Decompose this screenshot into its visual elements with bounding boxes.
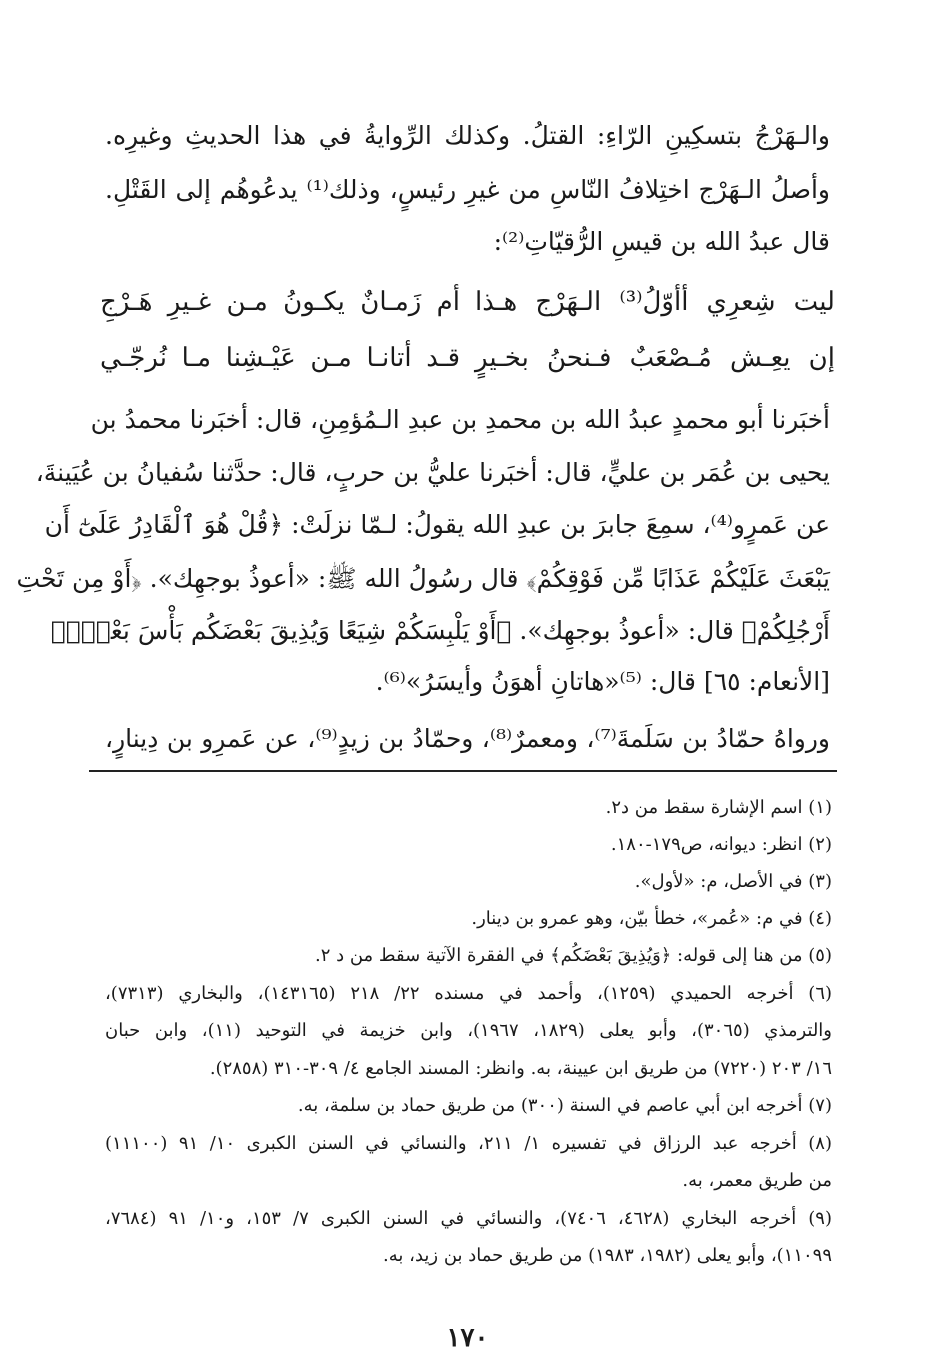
footnote-1: (١) اسم الإشارة سقط من د٢. bbox=[605, 797, 832, 818]
footnote-6-line-2: والترمذي (٣٠٦٥)، وأبو يعلى (١٨٢٩، ١٩٦٧)، وابن خزيمة في التوحيد (١١)، وابن حبان bbox=[105, 1020, 832, 1041]
body-line-2: وأصلُ الـهَرْج اختِلافُ النّاسِ من غيرِ رئيسٍ، وذلك⁽¹⁾ يدعُوهُم إلى القَتْلِ. bbox=[105, 175, 830, 204]
footnote-separator bbox=[89, 770, 837, 772]
verse-2-first-hemistich: إن يعِـش مُـصْعَبٌ فـنحنُ بخـيرٍ bbox=[475, 343, 835, 373]
paragraph-line-6: [الأنعام: ٦٥] قال: ⁽⁵⁾«هاتانِ أهوَنُ وأيسَرُ»⁽⁶⁾. bbox=[375, 667, 830, 696]
footnote-8-line-2: من طريق معمر، به. bbox=[682, 1170, 832, 1191]
footnote-6-line-3: ١٦/ ٢٠٣ (٧٢٢٠) من طريق ابن عيينة، به. وانظر: المسند الجامع ٤/ ٣٠٩-٣١٠ (٢٨٥٨). bbox=[209, 1058, 832, 1079]
paragraph-line-1: أخبَرنا أبو محمدٍ عبدُ الله بن محمدِ بن عبدِ الـمُؤمِنِ، قال: أخبَرنا محمدُ بن bbox=[90, 405, 830, 434]
footnote-7: (٧) أخرجه ابن أبي عاصم في السنة (٣٠٠) من طريق حماد بن سلمة، به. bbox=[297, 1095, 832, 1116]
paragraph-line-2: يحيى بن عُمَر بن عليٍّ، قال: أخبَرنا عليُّ بن حربٍ، قال: حدَّثنا سُفيانُ بن عُيَينةَ، bbox=[35, 458, 830, 487]
footnote-8-line-1: (٨) أخرجه عبد الرزاق في تفسيره ١/ ٢١١، والنسائي في السنن الكبرى ١٠/ ٩١ (١١١٠٠) bbox=[105, 1133, 832, 1154]
paragraph-line-5: أَرْجُلِكُمْ﴾ قال: «أعوذُ بوجهِك». ﴿أَوْ يَلْبِسَكُمْ شِيَعًا وَيُذِيقَ بَعْضَكُم بَأْسَ بَعْضٍۗ﴾ bbox=[50, 616, 830, 645]
footnote-6-line-1: (٦) أخرجه الحميدي (١٢٥٩)، وأحمد في مسنده ٢٢/ ٢١٨ (١٤٣١٦٥)، والبخاري (٧٣١٣)، bbox=[105, 983, 833, 1004]
verse-2-second-hemistich: قـد أتانـا مـن عَيْـشِنا مـا نُرجّـي bbox=[100, 343, 460, 373]
footnote-9-line-2: ١١٠٩٩)، وأبو يعلى (١٩٨٢، ١٩٨٣) من طريق حماد بن زيد، به. bbox=[383, 1245, 832, 1266]
footnote-9-line-1: (٩) أخرجه البخاري (٤٦٢٨، ٧٤٠٦)، والنسائي في السنن الكبرى ٧/ ١٥٣، و١٠/ ٩١ (٧٦٨٤، bbox=[105, 1208, 832, 1229]
footnote-4: (٤) في م: «عُمر»، خطأ بيّن، وهو عمرو بن دينار. bbox=[471, 908, 832, 929]
footnote-5: (٥) من هنا إلى قوله: ﴿وَيُذِيقَ بَعْضَكُم﴾ في الفقرة الآتية سقط من د ٢. bbox=[314, 945, 832, 966]
body-line-1: والـهَرْجُ بتسكِينِ الرّاءِ: القتلُ. وكذلك الرِّوايةُ في هذا الحديثِ وغيرِه. bbox=[105, 121, 830, 150]
footnote-2: (٢) انظر: ديوانه، ص١٧٩-١٨٠. bbox=[610, 834, 832, 855]
body-last-line: ورواهُ حمّادُ بن سَلَمةَ⁽⁷⁾، ومعمرٌ⁽⁸⁾، وحمّادُ بن زيدٍ⁽⁹⁾، عن عَمرِو بن دِينارٍ، bbox=[105, 724, 831, 753]
paragraph-line-3: عن عَمرٍو⁽⁴⁾، سمِعَ جابرَ بن عبدِ الله يقولُ: لـمّا نزلَتْ: ﴿قُلْ هُوَ ٱلْقَادِرُ عَلَىٰٓ أَن bbox=[44, 510, 830, 539]
page-number: ١٧٠ bbox=[446, 1323, 489, 1353]
verse-1-second-hemistich: أم زَمـانٌ يكـونُ مـن غـيرِ هَـرْجِ bbox=[100, 287, 460, 317]
footnote-3: (٣) في الأصل، م: «لأول». bbox=[634, 871, 832, 892]
paragraph-line-4: يَبْعَثَ عَلَيْكُمْ عَذَابًا مِّن فَوْقِكُمْ﴾ قال رسُولُ الله ﷺ: «أعوذُ بوجهِك». ﴿أَوْ مِن تَحْتِ bbox=[16, 564, 830, 593]
body-line-3: قال عبدُ الله بن قيسِ الرُّقيّاتِ⁽²⁾: bbox=[493, 227, 830, 256]
verse-1-first-hemistich: ليت شِعرِي أأوّلُ⁽³⁾ الـهَرْج هـذا bbox=[475, 287, 835, 317]
